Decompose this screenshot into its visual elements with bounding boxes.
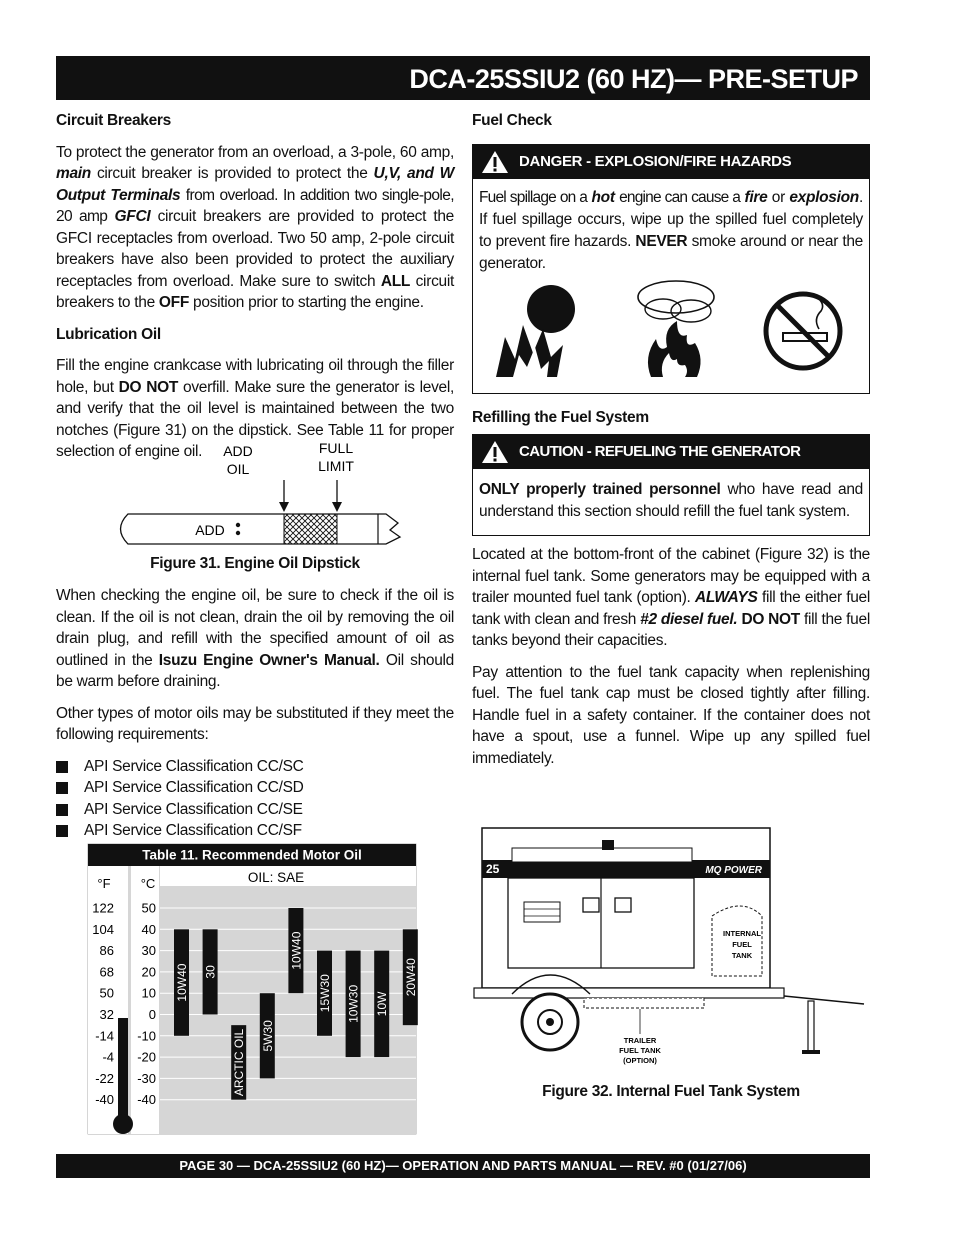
dipstick-outline: [121, 514, 401, 544]
c-tick-label: 40: [141, 921, 156, 937]
caution-title-bar: [473, 435, 869, 469]
internal-tank-label-2: FUEL: [732, 940, 752, 949]
internal-tank-label-1: INTERNAL: [723, 929, 761, 938]
oil-grade-label: 10W30: [346, 984, 361, 1023]
circuit-breakers-paragraph: To protect the generator from an overload, a 3-pole, 60 amp, main circuit breaker is provided to protect the U,V, and W Output Terminals from overload. In addition two single-pole, 20 amp GFCI circuit breakers are provided to protect the GFCI receptacles from overload. Two 50 amp, 2-pole circuit breakers have also been provided to protect the auxiliary receptacles from overload. Make sure to switch ALL circuit breakers to the OFF position prior to starting the engine.: [56, 143, 455, 311]
oil-table-title: Table 11. Recommended Motor Oil: [142, 847, 362, 863]
trailer-tongue: [784, 996, 864, 1004]
generator-figure: [472, 826, 870, 1066]
refilling-paragraph-2: Pay attention to the fuel tank capacity when replenishing fuel. The fuel tank cap must be closed tightly after filling. Handle fuel in a safety container. If the container does not have a spout, use a funnel. Wipe up any spilled fuel immediately.: [472, 663, 870, 767]
no-smoking-icon: [766, 294, 840, 368]
explosion-icon: [496, 285, 575, 377]
oil-grade-label: 10W: [375, 991, 390, 1017]
right-column: [472, 110, 870, 142]
lubrication-paragraph-2: When checking the engine oil, be sure to check if the oil is clean. If the oil is not clean, drain the oil by removing the oil drain plug, and refill with the specified amount of oil as outlined in the Isuzu Engine Owner's Manual. Oil should be warm before draining.: [56, 587, 454, 690]
oil-grade-label: ARCTIC OIL: [232, 1028, 247, 1097]
thermometer-stem: [118, 1018, 128, 1120]
trailer-frame: [474, 988, 784, 998]
refilling-text: [472, 544, 870, 779]
c-tick-label: 30: [141, 943, 156, 959]
f-tick-label: 104: [92, 921, 114, 937]
danger-text: Fuel spillage on a hot engine can cause a fire or explosion. If fuel spillage occurs, wipe up the spilled fuel completely to prevent fire hazards. NEVER smoke around or near the generator.: [479, 189, 863, 272]
roof-vent: [512, 848, 692, 862]
api-classification-list: [56, 756, 454, 842]
sae-label: OIL: SAE: [247, 870, 305, 885]
f-tick-label: 68: [99, 964, 114, 980]
trailer-tank-label-2: FUEL TANK: [619, 1046, 661, 1055]
warning-triangle-icon: [481, 440, 509, 464]
oil-table-chart: [86, 842, 418, 1140]
full-limit-label-2: LIMIT: [318, 458, 354, 474]
list-item: API Service Classification CC/SE: [56, 799, 454, 821]
celsius-unit: °C: [140, 876, 156, 891]
c-tick-label: 20: [141, 964, 156, 980]
trailer-tank-label-3: (OPTION): [623, 1056, 657, 1065]
caution-box: [472, 434, 870, 536]
dipstick-figure: [110, 440, 410, 550]
warning-triangle-icon: [481, 150, 509, 174]
add-oil-label-1: ADD: [223, 443, 253, 459]
f-tick-label: 32: [99, 1007, 114, 1022]
list-item: API Service Classification CC/SC: [56, 756, 454, 778]
jack-stand: [808, 1001, 814, 1051]
full-arrow-head: [332, 502, 342, 512]
oil-grade-label: 20W40: [403, 958, 418, 997]
figure-32-caption: Figure 32. Internal Fuel Tank System: [542, 1083, 800, 1100]
add-oil-label-2: OIL: [226, 461, 250, 477]
lubrication-heading: Lubrication Oil: [56, 325, 161, 343]
circuit-breakers-heading: Circuit Breakers: [56, 112, 171, 129]
figure-31-caption: Figure 31. Engine Oil Dipstick: [150, 555, 360, 572]
f-tick-label: 50: [99, 985, 114, 1001]
lubrication-paragraph-1: Fill the engine crankcase with lubricating oil through the filler hole, but DO NOT overfill. Make sure the generator is level, and verify that the oil level is maintained between the two notches (Figure 31) on the dipstick. See Table 11 for proper selection of engine oil.: [56, 357, 455, 460]
f-tick-label: -22: [95, 1070, 114, 1086]
c-tick-label: -30: [137, 1070, 156, 1086]
trailer-fuel-tank: [584, 998, 704, 1008]
c-tick-label: 0: [148, 1007, 156, 1022]
hazard-icons: [491, 277, 853, 382]
page-title: DCA-25SSIU2 (60 HZ)— PRE-SETUP: [56, 56, 870, 100]
oil-grade-label: 5W30: [260, 1020, 275, 1052]
list-item: API Service Classification CC/SF: [56, 820, 454, 842]
danger-title: DANGER - EXPLOSION/FIRE HAZARDS: [519, 153, 792, 170]
page-footer: PAGE 30 — DCA-25SSIU2 (60 HZ)— OPERATION AND PARTS MANUAL — REV. #0 (01/27/06): [56, 1154, 870, 1178]
c-tick-label: -40: [137, 1092, 156, 1108]
danger-box: [472, 144, 870, 394]
f-tick-label: -40: [95, 1092, 114, 1108]
fuel-check-heading: Fuel Check: [472, 112, 552, 129]
internal-tank-label-3: TANK: [731, 951, 753, 960]
f-tick-label: -14: [95, 1028, 114, 1044]
refilling-paragraph-1: Located at the bottom-front of the cabinet (Figure 32) is the internal fuel tank. Some generators may be equipped with a trailer mounted fuel tank (option). ALWAYS fill the either fuel tank with clean and fresh #2 diesel fuel. DO NOT fill the fuel tanks beyond their capacities.: [472, 546, 871, 649]
dipstick-notch-dot-1: [236, 523, 240, 527]
dipstick-notch-dot-2: [236, 531, 240, 535]
fire-icon: [638, 281, 714, 377]
c-tick-label: 10: [141, 985, 156, 1001]
f-tick-label: 86: [99, 943, 114, 959]
caution-title: CAUTION - REFUELING THE GENERATOR: [519, 443, 801, 460]
oil-grade-label: 15W30: [318, 974, 332, 1013]
brand-logo: MQ POWER: [705, 865, 762, 876]
dipstick-crosshatch: [284, 514, 337, 544]
thermometer-bulb: [113, 1114, 133, 1134]
dipstick-add-label: ADD: [195, 522, 225, 538]
c-tick-label: 50: [141, 900, 156, 916]
f-tick-label: -4: [102, 1049, 114, 1065]
list-item: API Service Classification CC/SD: [56, 777, 454, 799]
add-arrow-head: [279, 502, 289, 512]
danger-title-bar: [473, 145, 869, 179]
lubrication-paragraph-3: Other types of motor oils may be substituted if they meet the following requirements:: [56, 704, 454, 743]
caution-text: ONLY properly trained personnel who have read and understand this section should refill the fuel tank system.: [479, 481, 863, 520]
c-tick-label: -20: [137, 1049, 156, 1065]
jack-foot: [802, 1050, 820, 1054]
oil-grade-label: 10W40: [289, 931, 304, 970]
left-column: [56, 110, 454, 473]
oil-grade-label: 10W40: [175, 963, 189, 1002]
full-limit-label-1: FULL: [318, 440, 354, 456]
lubrication-continued: [56, 585, 454, 842]
exhaust-cap: [602, 840, 614, 850]
wheel-axle: [546, 1018, 554, 1026]
model-badge: 25: [486, 862, 500, 876]
trailer-tank-label-1: TRAILER: [623, 1036, 657, 1045]
oil-grade-label: 30: [203, 965, 218, 979]
c-tick-label: -10: [137, 1028, 156, 1044]
fahrenheit-unit: °F: [97, 876, 111, 891]
f-tick-label: 122: [92, 900, 114, 916]
refilling-heading: Refilling the Fuel System: [472, 409, 649, 426]
